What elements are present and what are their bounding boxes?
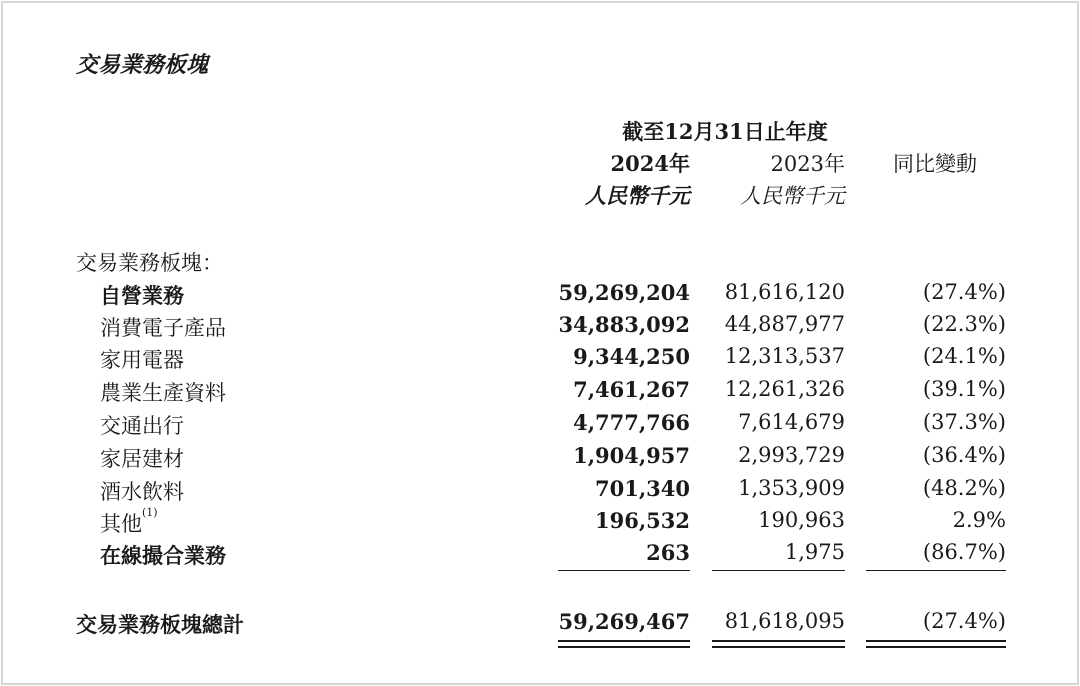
row-label: 家居建材 bbox=[100, 447, 184, 471]
total-double-rule-2023-top bbox=[712, 640, 845, 642]
value-2024: 7,461,267 bbox=[573, 377, 690, 402]
value-yoy: (36.4%) bbox=[922, 443, 1006, 467]
table-row bbox=[0, 540, 1080, 570]
value-yoy: (48.2%) bbox=[922, 476, 1006, 500]
row-label: 家用電器 bbox=[100, 348, 184, 372]
value-2023: 7,614,679 bbox=[738, 410, 845, 434]
value-2024: 59,269,204 bbox=[558, 280, 690, 305]
value-2023: 81,616,120 bbox=[724, 280, 845, 304]
total-value-yoy: (27.4%) bbox=[922, 609, 1006, 633]
value-yoy: (24.1%) bbox=[922, 344, 1006, 368]
table-row bbox=[0, 344, 1080, 374]
value-yoy: (37.3%) bbox=[922, 410, 1006, 434]
value-yoy: 2.9% bbox=[952, 508, 1006, 532]
value-yoy: (39.1%) bbox=[922, 377, 1006, 401]
footnote-marker: (1) bbox=[142, 506, 158, 519]
unit-2023-header: 人民幣千元 bbox=[740, 184, 845, 208]
value-2024: 701,340 bbox=[595, 476, 690, 501]
value-2024: 34,883,092 bbox=[558, 312, 690, 337]
subtotal-rule-yoy bbox=[866, 570, 1006, 571]
value-2023: 12,313,537 bbox=[724, 344, 845, 368]
group-label: 交易業務板塊： bbox=[76, 251, 223, 275]
unit-2024-header: 人民幣千元 bbox=[585, 183, 690, 208]
total-double-rule-2023-bottom bbox=[712, 646, 845, 648]
value-yoy: (86.7%) bbox=[922, 540, 1006, 564]
value-2023: 1,975 bbox=[784, 540, 845, 564]
table-row bbox=[0, 508, 1080, 538]
total-value-2024: 59,269,467 bbox=[558, 609, 690, 634]
row-label: 在線撮合業務 bbox=[100, 543, 226, 568]
total-label: 交易業務板塊總計 bbox=[76, 612, 244, 637]
total-double-rule-yoy-bottom bbox=[866, 646, 1006, 648]
row-label: 自營業務 bbox=[100, 283, 184, 308]
value-2024: 1,904,957 bbox=[573, 443, 690, 468]
value-2023: 12,261,326 bbox=[724, 377, 845, 401]
year-2024-header: 2024年 bbox=[610, 151, 690, 176]
section-title: 交易業務板塊 bbox=[76, 52, 209, 78]
row-label-text: 其他 bbox=[100, 512, 142, 536]
year-2023-header: 2023年 bbox=[770, 152, 845, 176]
table-row bbox=[0, 280, 1080, 310]
table-row bbox=[0, 377, 1080, 407]
value-2024: 9,344,250 bbox=[573, 344, 690, 369]
value-yoy: (27.4%) bbox=[922, 280, 1006, 304]
value-2024: 196,532 bbox=[595, 508, 690, 533]
value-2023: 1,353,909 bbox=[738, 476, 845, 500]
total-double-rule-yoy-top bbox=[866, 640, 1006, 642]
table-row bbox=[0, 443, 1080, 473]
document-frame bbox=[1, 1, 1079, 685]
value-2024: 4,777,766 bbox=[573, 410, 690, 435]
row-label bbox=[100, 508, 158, 538]
period-header: 截至12月31日止年度 bbox=[622, 119, 828, 144]
table-row bbox=[0, 312, 1080, 342]
table-row bbox=[0, 410, 1080, 440]
total-double-rule-2024-bottom bbox=[558, 646, 690, 648]
subtotal-rule-2023 bbox=[712, 570, 845, 571]
row-label: 消費電子產品 bbox=[100, 316, 226, 340]
value-2023: 190,963 bbox=[758, 508, 845, 532]
value-2024: 263 bbox=[646, 540, 690, 565]
total-value-2023: 81,618,095 bbox=[724, 609, 845, 633]
value-yoy: (22.3%) bbox=[922, 312, 1006, 336]
row-label: 交通出行 bbox=[100, 414, 184, 438]
table-row bbox=[0, 476, 1080, 506]
total-double-rule-2024-top bbox=[558, 640, 690, 642]
row-label: 農業生產資料 bbox=[100, 381, 226, 405]
yoy-header: 同比變動 bbox=[893, 152, 977, 176]
total-row bbox=[0, 609, 1080, 639]
subtotal-rule-2024 bbox=[558, 570, 690, 571]
value-2023: 2,993,729 bbox=[738, 443, 845, 467]
row-label: 酒水飲料 bbox=[100, 480, 184, 504]
value-2023: 44,887,977 bbox=[724, 312, 845, 336]
